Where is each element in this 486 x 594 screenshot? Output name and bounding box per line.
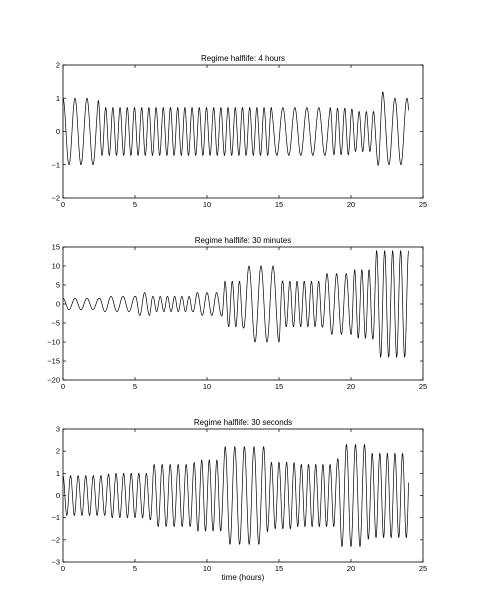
y-tick-label: −2 xyxy=(51,193,60,203)
y-tick-label: 1 xyxy=(55,468,60,478)
y-tick-label: −15 xyxy=(47,356,60,366)
y-tick-label: 1 xyxy=(55,93,60,103)
panel-3-title: Regime halflife: 30 seconds xyxy=(193,418,293,427)
panel-3-series-line xyxy=(63,445,409,547)
y-tick-label: 0 xyxy=(55,299,60,309)
panel-3-axes-frame xyxy=(63,429,423,562)
y-tick-label: 2 xyxy=(55,446,60,456)
y-tick-label: −10 xyxy=(47,337,60,347)
x-tick-label: 0 xyxy=(60,564,66,573)
x-tick-label: 15 xyxy=(274,564,284,573)
panel-1-title: Regime halflife: 4 hours xyxy=(200,54,286,63)
y-tick-label: 15 xyxy=(51,242,60,252)
y-tick-label: −3 xyxy=(51,557,60,567)
x-tick-label: 15 xyxy=(274,200,284,209)
x-tick-label: 25 xyxy=(418,564,428,573)
panel-3-x-axis-label: time (hours) xyxy=(221,573,265,582)
x-tick-label: 20 xyxy=(346,200,356,209)
panel-1-series-line xyxy=(63,92,409,165)
panel-3 xyxy=(51,418,427,582)
x-tick-label: 15 xyxy=(274,382,284,391)
y-tick-label: 3 xyxy=(55,424,60,434)
x-tick-label: 10 xyxy=(202,382,212,391)
x-tick-label: 5 xyxy=(132,564,138,573)
panel-2-series-line xyxy=(63,251,409,357)
y-tick-label: −5 xyxy=(51,318,60,328)
x-tick-label: 10 xyxy=(202,200,212,209)
y-tick-label: −1 xyxy=(51,160,60,170)
y-tick-label: −20 xyxy=(47,375,60,385)
y-tick-label: 2 xyxy=(55,60,60,70)
panel-2 xyxy=(47,236,427,391)
x-tick-label: 25 xyxy=(418,200,428,209)
y-tick-label: 0 xyxy=(55,127,60,136)
panel-3-ticks xyxy=(51,425,427,574)
x-tick-label: 20 xyxy=(346,382,356,391)
x-tick-label: 0 xyxy=(60,382,66,391)
x-tick-label: 10 xyxy=(202,564,212,573)
y-tick-label: −2 xyxy=(51,535,60,545)
panel-2-axes-frame xyxy=(63,247,423,380)
x-tick-label: 0 xyxy=(60,200,66,209)
y-tick-label: 10 xyxy=(51,261,60,271)
x-tick-label: 5 xyxy=(132,200,138,209)
x-tick-label: 25 xyxy=(418,382,428,391)
x-tick-label: 5 xyxy=(132,382,138,391)
panel-2-title: Regime halflife: 30 minutes xyxy=(194,236,292,245)
x-tick-label: 20 xyxy=(346,564,356,573)
panel-1-axes-frame xyxy=(63,65,423,198)
panel-1 xyxy=(51,54,427,209)
y-tick-label: −1 xyxy=(51,513,60,523)
y-tick-label: 0 xyxy=(55,491,60,500)
y-tick-label: 5 xyxy=(55,280,60,290)
